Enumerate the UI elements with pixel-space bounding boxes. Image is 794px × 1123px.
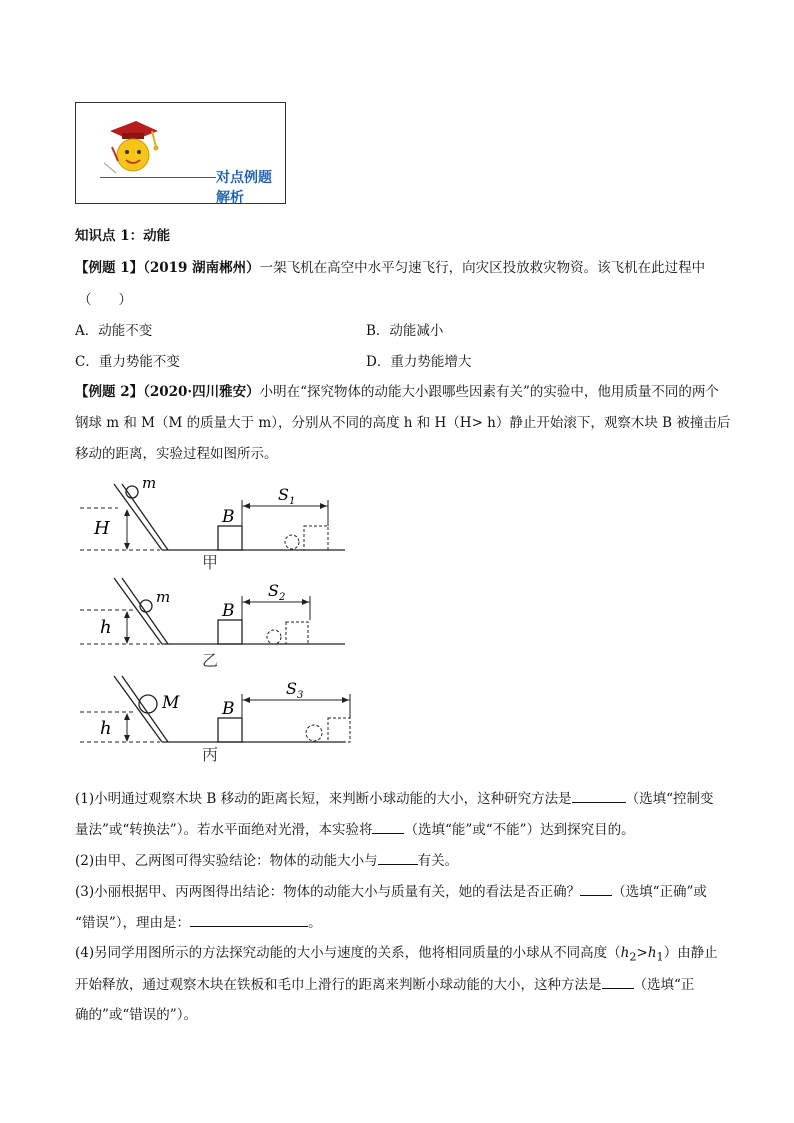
s3-text-c: “错误”），理由是： [75, 915, 191, 931]
panel-jia-caption: 甲 [202, 553, 219, 572]
s4-text-a: (4)另同学用图所示的方法探究动能的大小与速度的关系，他将相同质量的小球从不同高度（ [75, 945, 621, 961]
s1-text-c: 量法”或“转换法”）。若水平面绝对光滑，本实验将 [75, 822, 373, 838]
question-2-line-1 [75, 382, 719, 402]
s2-blank[interactable] [378, 850, 418, 865]
panel-yi [80, 578, 345, 670]
s4-h1-sub: 1 [656, 950, 664, 964]
question-2-line-3: 移动的距离，实验过程如图所示。 [75, 446, 278, 462]
panel-jia [80, 474, 345, 572]
panel-bing-height-label: h [100, 718, 112, 739]
s2-text-a: (2)由甲、乙两图可得实验结论：物体的动能大小与 [75, 853, 378, 869]
s3-text-a: (3)小丽根据甲、丙两图得出结论：物体的动能大小与质量有关，她的看法是否正确？ [75, 884, 581, 900]
q2-tag: 【例题 2】 [75, 384, 144, 400]
panel-yi-block-label: B [222, 601, 235, 621]
panel-jia-distance-label: $S_1$ [278, 485, 296, 507]
s1-text-a: (1)小明通过观察木块 B 移动的距离长短，来判断小球动能的大小，这种研究方法是 [75, 791, 572, 807]
s3-blank-2[interactable] [190, 912, 308, 927]
question-2-line-2: 钢球 m 和 M（M 的质量大于 m），分别从不同的高度 h 和 H（H> h）静止开始滚下，观察木块 B 被撞击后 [75, 415, 731, 431]
q1-source: （2019 湖南郴州） [143, 260, 260, 276]
q1-answer-paren: （ ） [78, 292, 132, 308]
s4-text-c: 开始释放，通过观察木块在铁板和毛巾上滑行的距离来判断小球动能的大小，这种方法是 [75, 977, 602, 993]
panel-yi-caption: 乙 [202, 651, 219, 670]
s4-gt: > [636, 945, 648, 961]
q1-option-d: D．重力势能增大 [366, 354, 472, 370]
banner-title: 对点例题解析 [216, 170, 272, 206]
s3-text-d: 。 [308, 915, 322, 931]
panel-bing-distance-label: $S_3$ [286, 679, 304, 701]
section-banner [75, 102, 286, 204]
sub-question-3-line-2 [75, 912, 322, 933]
q1-option-c: C．重力势能不变 [75, 354, 180, 370]
q1-option-b: B．动能减小 [366, 323, 444, 339]
q2-line-1-text: 小明在“探究物体的动能大小跟哪些因素有关”的实验中，他用质量不同的两个 [259, 384, 719, 400]
s1-text-d: （选填“能”或“不能”）达到探究目的。 [404, 822, 635, 838]
sub-question-3-line-1 [75, 881, 707, 902]
s4-h2: h [620, 945, 630, 961]
s3-text-b: （选填“正确”或 [612, 884, 707, 900]
panel-jia-height-label: H [94, 518, 110, 539]
s2-text-b: 有关。 [417, 853, 459, 869]
panel-bing [80, 676, 350, 764]
s4-h2-sub: 2 [629, 950, 637, 964]
question-1-line [75, 258, 705, 278]
teacher-mascot-icon [102, 117, 164, 177]
panel-yi-height-label: h [100, 617, 112, 638]
experiment-figure [70, 470, 360, 770]
panel-yi-ball-label: m [156, 588, 171, 606]
q1-option-a: A．动能不变 [75, 323, 153, 339]
section-heading: 知识点 1：动能 [75, 228, 171, 244]
panel-jia-ball-label: m [142, 474, 157, 492]
s1-blank-1[interactable] [572, 788, 626, 803]
sub-question-4-line-1 [75, 943, 718, 968]
s3-blank-1[interactable] [580, 881, 612, 896]
s4-text-b: ）由静止 [663, 945, 718, 961]
banner-underline [100, 177, 216, 178]
s4-text-d: （选填“正 [633, 977, 695, 993]
panel-bing-ball-label: M [162, 693, 180, 713]
s4-blank[interactable] [602, 974, 634, 989]
panel-bing-caption: 丙 [202, 745, 219, 764]
sub-question-1-line-2 [75, 819, 635, 840]
sub-question-2 [75, 850, 458, 871]
panel-yi-distance-label: $S_2$ [268, 581, 286, 603]
s1-text-b: （选填“控制变 [625, 791, 714, 807]
panel-jia-block-label: B [222, 507, 235, 527]
q1-tag: 【例题 1】 [75, 260, 144, 276]
s4-h1: h [647, 945, 657, 961]
sub-question-4-line-3: 确的”或“错误的”）。 [75, 1007, 197, 1023]
s1-blank-2[interactable] [372, 819, 404, 834]
q2-source: （2020·四川雅安） [143, 384, 260, 400]
sub-question-1-line-1 [75, 788, 714, 809]
q1-stem: 一架飞机在高空中水平匀速飞行，向灾区投放救灾物资。该飞机在此过程中 [259, 260, 706, 276]
sub-question-4-line-2 [75, 974, 694, 995]
panel-bing-block-label: B [222, 699, 235, 719]
